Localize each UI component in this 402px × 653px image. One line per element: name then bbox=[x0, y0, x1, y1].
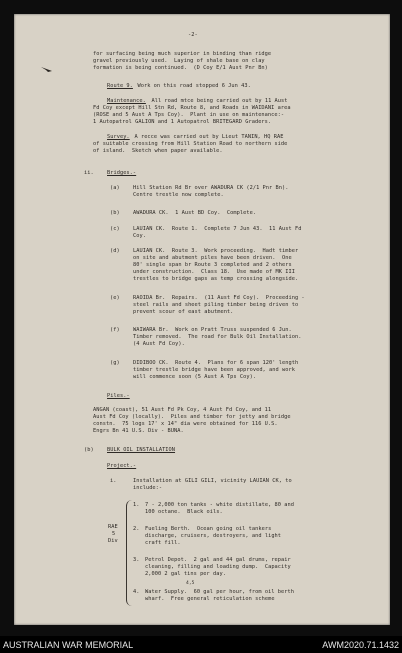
text-line: LAUIAN CK. Route 3. Work proceeding. Hadt timber bbox=[133, 248, 299, 254]
item-label: (b) bbox=[110, 210, 120, 216]
footer-source: AUSTRALIAN WAR MEMORIAL bbox=[3, 640, 134, 650]
text-line: constn. 75 logs 17' x 14" dia were obtained for 116 U.S. bbox=[93, 421, 278, 427]
text-line: RAOIDA Br. Repairs. (11 Aust Fd Coy). Proceeding - bbox=[133, 295, 305, 301]
text-line: Timber removed. The road for Bulk Oil Installation. bbox=[133, 334, 302, 340]
item-label: 3. bbox=[133, 557, 140, 563]
text-line: Engrs Bn 41 U.S. Div - BUNA. bbox=[93, 428, 184, 434]
text-line: for surfacing being much superior in binding than ridge bbox=[93, 51, 272, 57]
text-line: Hill Station Rd Br over AWADURA CK (2/1 Pnr Bn). bbox=[133, 185, 289, 191]
text-line: Coy. bbox=[133, 233, 146, 239]
text-line: AWADURA CK. 1 Aust BD Coy. Complete. bbox=[133, 210, 257, 216]
side-note: RAE bbox=[108, 524, 118, 530]
text-line: include:- bbox=[133, 485, 163, 491]
text-line: timber trestle bridge have been approved, and work bbox=[133, 367, 295, 373]
item-label: 1. bbox=[133, 502, 140, 508]
maintenance-text: All road mtce being carried out by 11 Aust bbox=[145, 98, 288, 104]
survey-heading: Survey. bbox=[107, 134, 130, 140]
section-number: ii. bbox=[84, 170, 94, 176]
text-line: Centre trestle now complete. bbox=[133, 192, 224, 198]
text-line: wharf. Free general reticulation scheme bbox=[145, 596, 275, 602]
text-line: ANGAN (coast), 51 Aust Fd Pk Coy, 4 Aust Fd Coy, and 11 bbox=[93, 407, 272, 413]
text-line: discharge, cruisers, destroyers, and light bbox=[145, 533, 282, 539]
text-line: Fueling Berth. Ocean going oil tankers bbox=[145, 526, 272, 532]
text-line: LAUIAN CK. Route 1. Complete 7 Jun 43. 11 Aust Fd bbox=[133, 226, 302, 232]
piles-heading: Piles.- bbox=[107, 393, 130, 399]
text-line: 80' single span br Route 3 completed and 2 others bbox=[133, 262, 292, 268]
item-label: (f) bbox=[110, 327, 120, 333]
text-line: of suitable crossing from Hill Station Road to northern side bbox=[93, 141, 288, 147]
item-label: (c) bbox=[110, 226, 120, 232]
item-label: 2. bbox=[133, 526, 140, 532]
route9-heading: Route 9. bbox=[107, 83, 133, 89]
item-label: i. bbox=[110, 478, 117, 484]
text-line: WAIWARA Br. Work on Pratt Truss suspended 6 Jun. bbox=[133, 327, 292, 333]
item-label: (d) bbox=[110, 248, 120, 254]
footer-id: AWM2020.71.1432 bbox=[322, 640, 399, 650]
text-line: Petrol Depot. 2 gal and 44 gal drums, repair bbox=[145, 557, 291, 563]
text-line: will commence soon (5 Aust A Tps Coy). bbox=[133, 374, 257, 380]
text-line: 2,000 2 gal tins per day. bbox=[145, 571, 226, 577]
text-line: gravel previously used. Laying of shale base on clay bbox=[93, 58, 265, 64]
text-line: craft fill. bbox=[145, 540, 181, 546]
text-line: steel rails and sheet piling timber being driven to bbox=[133, 302, 299, 308]
text-line: Aust Fd Coy (locally). Piles and timber for jetty and bridge bbox=[93, 414, 291, 420]
text-line: cleaning, filling and loading dump. Capacity bbox=[145, 564, 291, 570]
text-line: on site and abutment piles have been driven. One bbox=[133, 255, 292, 261]
item-label: (e) bbox=[110, 295, 120, 301]
text-line: Water Supply. 60 gal per hour, from oil berth bbox=[145, 589, 294, 595]
page-number: -2- bbox=[188, 32, 198, 38]
text-line: Installation at GILI GILI, vicinity LAUIAN CK, to bbox=[133, 478, 292, 484]
text-line: 7 - 2,000 ton tanks - white distillate, 80 and bbox=[145, 502, 294, 508]
text-line: formation is being continued. (D Coy E/1 Aust Pnr Bn) bbox=[93, 65, 268, 71]
text-line: of island. Sketch when paper available. bbox=[93, 148, 223, 154]
footer-bar bbox=[0, 636, 402, 653]
bridges-heading: Bridges.- bbox=[107, 170, 137, 176]
text-line: 100 octane. Black oils. bbox=[145, 509, 223, 515]
item-label: 4. bbox=[133, 589, 140, 595]
bulk-oil-heading: BULK OIL INSTALLATION bbox=[107, 447, 176, 453]
survey-text: A recce was carried out by Lieut TANIN, HQ RAE bbox=[128, 134, 284, 140]
text-line: (ROSE and 5 Aust A Tps Coy). Plant in use on maintenance:- bbox=[93, 112, 285, 118]
handwritten-insert: 4,5 bbox=[186, 581, 195, 586]
text-line: (4 Aust Fd Coy). bbox=[133, 341, 185, 347]
maintenance-heading: Maintenance. bbox=[107, 98, 146, 104]
text-line: prevent scour of east abutment. bbox=[133, 309, 234, 315]
project-heading: Project.- bbox=[107, 463, 137, 469]
text-line: trestles to bridge gaps as temp crossing alongside. bbox=[133, 276, 299, 282]
ink-mark bbox=[40, 66, 54, 73]
text-line: Fd Coy except Hill Stn Rd, Route 8, and Roads in WAIDANI area bbox=[93, 105, 291, 111]
item-label: (g) bbox=[110, 360, 120, 366]
section-label: (b) bbox=[84, 447, 94, 453]
text-line: under construction. Class 18. Use made of MK III bbox=[133, 269, 295, 275]
route9-text: Work on this road stopped 6 Jun 43. bbox=[131, 83, 251, 89]
text-line: 1 Autopatrol GALION and 1 Autopatrol BRITEGARD Graders. bbox=[93, 119, 272, 125]
text-line: DIDIBOO CK. Route 4. Plans for 6 span 120' length bbox=[133, 360, 299, 366]
item-label: (a) bbox=[110, 185, 120, 191]
side-note: 5 bbox=[112, 531, 116, 537]
side-note: Div bbox=[108, 538, 118, 544]
